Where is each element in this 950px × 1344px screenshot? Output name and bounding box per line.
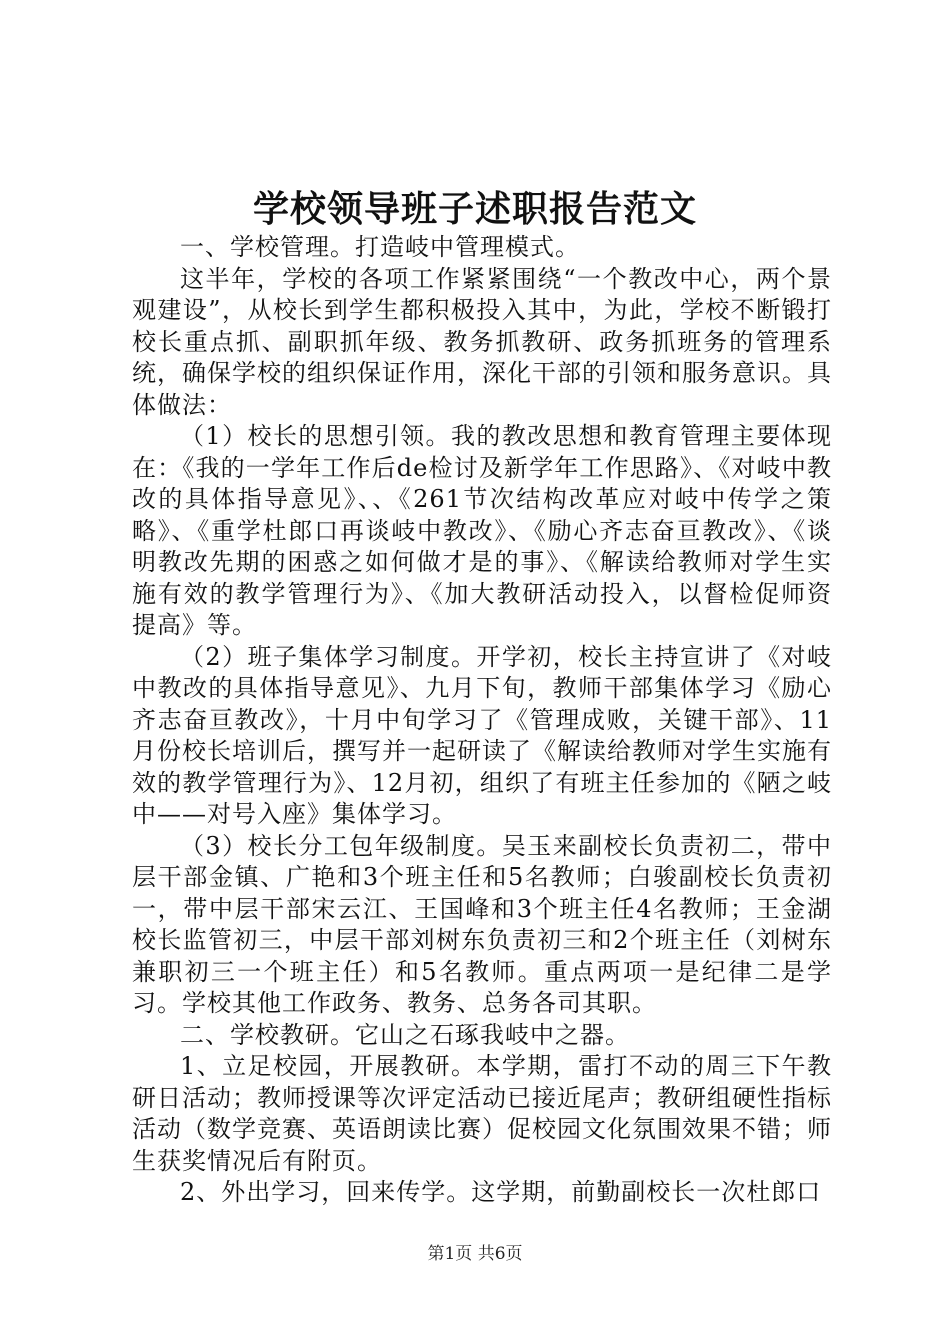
section-heading-management: 一、学校管理。打造岐中管理模式。 [180, 233, 580, 261]
page-footer: 第1页 共6页 [427, 1244, 523, 1264]
paragraph-grade-division: （3）校长分工包年级制度。吴玉来副校长负责初二，带中层干部金镇、广艳和3个班主任和5名教师；白骏副校长负责初一，带中层干部宋云江、王国峰和3个班主任4名教师；王金湖校长监管初三，中层干部刘树东负责初三和2个班主任（刘树东兼职初三一个班主任）和5名教师。重点两项一是纪律二是学习。学校其他工作政务、教务、总务各司其职。 [132, 831, 832, 1017]
document-body [132, 232, 832, 1209]
paragraph-overview: 这半年，学校的各项工作紧紧围绕“一个教改中心，两个景观建设”，从校长到学生都积极投入其中，为此，学校不断锻打校长重点抓、副职抓年级、教务抓教研、政务抓班务的管理系统，确保学校的组织保证作用，深化干部的引领和服务意识。具体做法： [132, 264, 832, 419]
document-title: 学校领导班子述职报告范文 [252, 188, 697, 230]
paragraph-principal-guidance: （1）校长的思想引领。我的教改思想和教育管理主要体现在：《我的一学年工作后de检讨及新学年工作思路》、《对岐中教改的具体指导意见》、、《261节次结构改革应对岐中传学之策略》、《重学杜郎口再谈岐中教改》、《励心齐志奋亘教改》、《谈明教改先期的困惑之如何做才是的事》、《解读给教师对学生实施有效的教学管理行为》、《加大教研活动投入，以督检促师资提高》等。 [132, 422, 832, 639]
paragraph-team-study: （2）班子集体学习制度。开学初，校长主持宣讲了《对岐中教改的具体指导意见》、九月下旬，教师干部集体学习《励心齐志奋亘教改》，十月中旬学习了《管理成败，关键干部》、11月份校长培训后，撰写并一起研读了《解读给教师对学生实施有效的教学管理行为》、12月初，组织了有班主任参加的《陋之岐中——对号入座》集体学习。 [132, 642, 832, 828]
paragraph-external-study: 2、外出学习，回来传学。这学期，前勤副校长一次杜郎口 [180, 1178, 822, 1206]
section-heading-research: 二、学校教研。它山之石琢我岐中之器。 [180, 1020, 630, 1049]
paragraph-campus-research: 1、立足校园，开展教研。本学期，雷打不动的周三下午教研日活动；教师授课等次评定活动已接近尾声；教研组硬性指标活动（数学竞赛、英语朗读比赛）促校园文化氛围效果不错；师生获奖情况后有附页。 [132, 1052, 832, 1175]
